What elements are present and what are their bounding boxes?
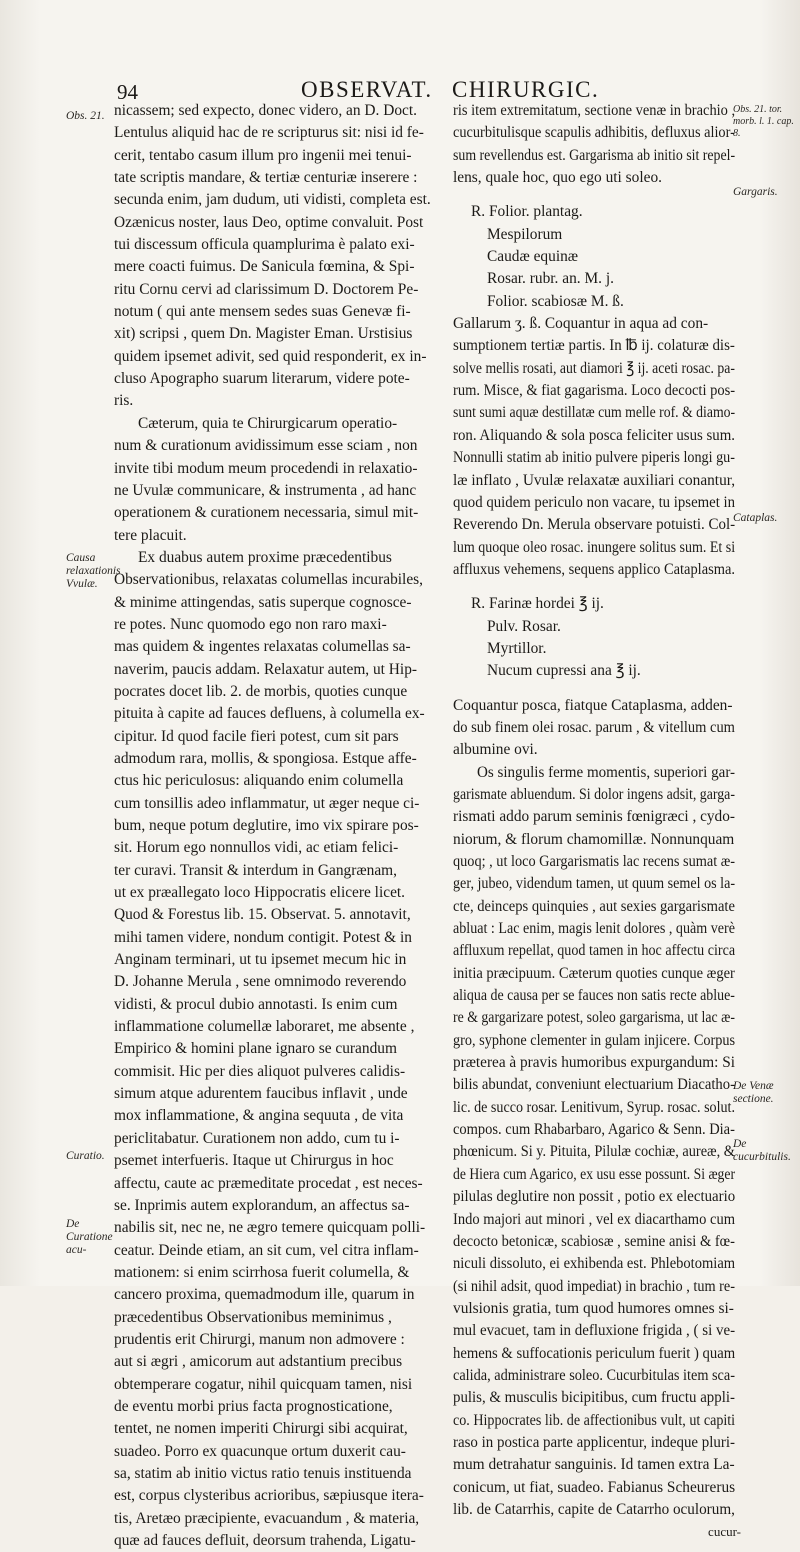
text-line: psemet interfueris. Itaque ut Chirurgus in hoc <box>114 1152 394 1170</box>
recipe-line: R. Folior. plantag. <box>471 203 583 221</box>
text-line: cucurbitulisque scapulis adhibitis, defluxus alior- <box>453 124 735 142</box>
text-line: bum, neque potum deglutire, imo vix spirare pos- <box>114 817 419 834</box>
margin-note-gargarism: Gargaris. <box>733 186 778 198</box>
text-line: præcedentibus Observationibus meminimus , <box>114 1308 392 1326</box>
text-line: de Hiera cum Agarico, ex usu esse possunt. Si æger <box>453 1165 736 1183</box>
text-line: Reverendo Dn. Merula observare potuisti. Col- <box>453 516 736 534</box>
margin-note-de-curatione: De Curatione acu- <box>66 1218 113 1256</box>
text-line: lum quoque oleo rosac. inungere solitus sum. Et si <box>453 538 736 556</box>
text-line: pulis, & musculis bicipitibus, cum fructu appli- <box>453 1389 735 1407</box>
recipe-line: Myrtillor. <box>487 639 547 657</box>
text-line: solve mellis rosati, aut diamori ℥ ij. aceti rosac. pa- <box>453 359 735 377</box>
text-line: admodum rara, mollis, & spongiosa. Estque affe- <box>114 749 417 767</box>
text-line: num & curationum avidissimum esse sciam , non <box>114 437 418 455</box>
text-line: sa, statim ab initio victus ratio tenuis instituenda <box>114 1464 412 1482</box>
text-line: tentet, ne nomen imperiti Chirurgi sibi acquirat, <box>114 1420 408 1438</box>
text-line: de eventu morbi prius facta prognosticatione, <box>114 1397 393 1415</box>
text-line: aut si ægri , amicorum aut adstantium precibus <box>114 1353 403 1371</box>
text-line: Coquantur posca, fiatque Cataplasma, adden- <box>453 696 733 714</box>
text-line: aliqua de causa per se fauces non satis recte ablue- <box>453 987 735 1005</box>
text-line: lens, quale hoc, quo ego uti soleo. <box>453 169 663 187</box>
text-line: phœnicum. Si y. Pituita, Pilulæ cochiæ, aureæ, & <box>453 1143 735 1161</box>
text-line: albumine ovi. <box>453 741 538 759</box>
text-line: cte, deinceps quinquies , aut sexies gargarismate <box>453 897 735 915</box>
text-line: mere coacti fuimus. De Sanicula fœmina, & Spi- <box>114 258 415 276</box>
text-line: Empirico & homini plane ignaro se curandum <box>114 1040 397 1058</box>
text-line: Os singulis ferme momentis, superiori gar- <box>477 763 736 781</box>
text-line: ger, jubeo, videndum tamen, ut quum semel os la- <box>453 875 736 893</box>
margin-note-causa-relaxationis: Causa relaxationis Vvulæ. <box>66 552 121 590</box>
text-line: suadeo. Porro ex quacunque ortum duxerit cau- <box>114 1442 406 1460</box>
text-line: mas quidem & ingentes relaxatas columellas sa- <box>114 638 411 656</box>
text-line: se. Inprimis autem explorandum, an affectus sa- <box>114 1196 410 1214</box>
page-number: 94 <box>117 80 138 104</box>
text-line: cerit, tentabo casum illum pro ingenii mei tenui- <box>114 146 412 164</box>
text-line: simum atque adurentem faucibus inflavit , unde <box>114 1085 408 1103</box>
text-line: bilis abundat, conveniunt electuarium Diacatho- <box>453 1076 735 1094</box>
text-line: Gallarum ʒ. ß. Coquantur in aqua ad con- <box>453 315 709 333</box>
text-line: ut ex præallegato loco Hippocratis elicere licet. <box>114 884 406 902</box>
text-line: nicassem; sed expecto, donec videro, an D. Doct. <box>114 102 418 119</box>
text-line: mihi tamen videre, nondum contigit. Potest & in <box>114 928 412 946</box>
text-line: cum tonsillis adeo inflammatur, ut æger neque ci- <box>114 794 420 812</box>
text-line: Ozænicus noster, laus Deo, optime convaluit. Post <box>114 213 424 231</box>
text-line: niorum, & florum chamomillæ. Nonnunquam <box>453 830 735 848</box>
text-line: notum ( qui ante mensem sedes suas Genevæ fi- <box>114 303 411 321</box>
text-line: mationem: si enim scirrhosa fuerit columella, & <box>114 1263 410 1281</box>
text-line: ceatur. Deinde etiam, an sit cum, vel citra inflam- <box>114 1241 419 1259</box>
text-line: tui discessum officula quamplurima è palato exi- <box>114 236 415 254</box>
text-line: quod quidem periculo non vacare, tu ipsemet in <box>453 493 736 511</box>
text-line: lic. de succo rosar. Lenitivum, Syrup. rosac. solut. <box>453 1098 735 1116</box>
text-line: quidem ipsemet adivit, sed quid responderit, ex in- <box>114 347 427 365</box>
text-line: ris item extremitatum, sectione venæ in brachio , <box>453 102 736 119</box>
text-line: operationem & curationem necessaria, simul mit- <box>114 504 419 522</box>
text-line: sunt sumi aquæ destillatæ cum melle rof. & diamo- <box>453 404 736 422</box>
margin-note-cataplasm: Cataplas. <box>733 512 778 524</box>
text-line: vidisti, & procul dubio annotasti. Is enim cum <box>114 995 398 1013</box>
text-line: D. Johanne Merula , sene omnimodo reverendo <box>114 973 407 991</box>
text-line: quæ ad fauces defluit, deorsum trahenda, Ligatu- <box>114 1532 416 1549</box>
text-line: quoq; , ut loco Gargarismatis lac recens sumat æ- <box>453 853 736 870</box>
text-line: conicum, ut fiat, suadeo. Fabianus Scheurerus <box>453 1478 736 1496</box>
recipe-line: Caudæ equinæ <box>487 248 579 266</box>
text-line: Lentulus aliquid hac de re scripturus sit: nisi id fe- <box>114 124 424 142</box>
running-title-left: OBSERVAT. <box>301 77 433 102</box>
margin-note-curatio: Curatio. <box>66 1150 105 1162</box>
text-line: periclitabatur. Curationem non addo, cum tu i- <box>114 1129 400 1147</box>
text-line: sit. Horum ego nonnullos vidi, ac etiam felici- <box>114 839 399 857</box>
text-line: affectu, caute ac præmeditate procedat , est neces- <box>114 1174 423 1192</box>
catchword: cucur- <box>708 1524 741 1540</box>
text-line: sum revellendus est. Gargarisma ab initio sit repel- <box>453 146 736 164</box>
text-line: læ inflato , Uvulæ relaxatæ auxiliari conantur, <box>453 471 736 489</box>
text-line: ter curavi. Transit & interdum in Gangrænam, <box>114 861 397 879</box>
text-line: pituita à capite ad fauces defluens, à columella ex- <box>114 705 425 723</box>
text-line: gro, syphone clementer in gulam injicere. Corpus <box>453 1031 736 1049</box>
text-line: pilulas deglutire non possit , potio ex electuario <box>453 1188 736 1206</box>
text-line: & minime attingendas, satis superque cognosce- <box>114 593 412 611</box>
left-text-column <box>114 100 444 1552</box>
text-line: (si nihil adsit, quod impediat) in brachio , tum re- <box>453 1277 736 1295</box>
text-line: cluso Apographo suarum literarum, videre pote- <box>114 370 410 388</box>
text-line: Observationibus, relaxatas columellas incurabiles, <box>114 571 424 589</box>
text-line: rismati addo parum seminis fœnigræci , cydo- <box>453 808 735 826</box>
right-text-column <box>453 100 743 1544</box>
text-line: decocto betonicæ, scabiosæ , semine anisi & fœ- <box>453 1232 735 1250</box>
text-line: compos. cum Rhabarbaro, Agarico & Senn. Dia- <box>453 1121 735 1139</box>
text-line: est, corpus clysteribus acrioribus, sæpiusque itera- <box>114 1487 424 1505</box>
text-line: ritu Cornu cervi ad clarissimum D. Doctorem Pe- <box>114 280 419 298</box>
text-line: Ex duabus autem proxime præcedentibus <box>138 548 392 566</box>
text-line: abluat : Lac enim, magis lenit dolores , quàm verè <box>453 920 735 938</box>
text-line: do sub finem olei rosac. parum , & vitellum cum <box>453 718 735 736</box>
margin-note-de-vena-sectione: De Venæ sectione. <box>733 1080 774 1105</box>
text-line: ne Uvulæ communicare, & instrumenta , ad hanc <box>114 481 417 499</box>
text-line: prudentis erit Chirurgi, manum non admovere : <box>114 1330 405 1348</box>
text-line: rum. Misce, & fiat gagarisma. Loco decocti pos- <box>453 382 736 400</box>
text-line: mox inflammatione, & angina sequuta , de vita <box>114 1107 404 1125</box>
running-title-right: CHIRURGIC. <box>452 77 600 102</box>
text-line: garismate abluendum. Si dolor ingens adsit, garga- <box>453 785 735 803</box>
text-line: cancero proxima, quemadmodum ille, quarum in <box>114 1286 415 1304</box>
text-line: ron. Aliquando & sola posca feliciter usus sum. <box>453 426 736 444</box>
text-line: nabilis sit, nec ne, ne ægro temere quicquam polli- <box>114 1219 426 1237</box>
text-line: xit) scripsi , quem Dn. Magister Eman. Urstisius <box>114 325 413 343</box>
recipe-line: Rosar. rubr. an. M. j. <box>487 270 614 288</box>
recipe-line: R. Farinæ hordei ℥ ij. <box>471 595 604 613</box>
text-line: tere placuit. <box>114 526 187 544</box>
text-line: lib. de Catarrhis, capite de Catarrho oculorum, <box>453 1500 735 1518</box>
text-line: sumptionem tertiæ partis. In ℔ ij. colaturæ dis- <box>453 337 735 355</box>
margin-note-obs-right: Obs. 21. tor. morb. l. 1. cap. 8. <box>733 104 794 139</box>
text-line: ris. <box>114 392 134 410</box>
text-line: pocrates docet lib. 2. de morbis, quoties cunque <box>114 682 408 700</box>
recipe-line: Mespilorum <box>487 225 563 243</box>
text-line: commisit. Hic per dies aliquot pulveres calidis- <box>114 1062 406 1080</box>
text-line: mul evacuet, tam in defluxione frigida , ( si ve- <box>453 1322 736 1340</box>
text-line: niculi dissoluto, ei exhibenda est. Phlebotomiam <box>453 1255 736 1273</box>
text-line: tate scriptis mandare, & tertiæ centuriæ inserere : <box>114 169 418 187</box>
text-line: inflammatione columellæ laboraret, me absente , <box>114 1018 415 1036</box>
text-line: obtemperare cogatur, nihil quicquam tamen, nisi <box>114 1375 413 1393</box>
text-line: secunda enim, jam dudum, uti vidisti, completa est. <box>114 191 431 209</box>
text-line: initia præcipuum. Cæterum quoties cunque æger <box>453 964 735 982</box>
text-line: vulsionis gratia, tum quod humores omnes si- <box>453 1299 734 1317</box>
text-line: affluxus vehemens, sequens applico Cataplasma. <box>453 560 735 578</box>
text-line: calida, administrare soleo. Cucurbitulas item sca- <box>453 1366 735 1384</box>
text-line: Cæterum, quia te Chirurgicarum operatio- <box>138 414 398 432</box>
recipe-line: Pulv. Rosar. <box>487 617 561 635</box>
text-line: invite tibi modum meum procedendi in relaxatio- <box>114 459 418 477</box>
text-line: Indo majori aut minori , vel ex diacarthamo cum <box>453 1210 736 1228</box>
text-line: mum detrahatur sanguinis. Id tamen extra La- <box>453 1456 735 1474</box>
text-line: re potes. Nunc quomodo ego non raro maxi- <box>114 615 387 633</box>
text-line: affluxum repellat, quod tamen in hoc affectu circa <box>453 942 736 960</box>
text-line: hemens & suffocationis periculum fuerit ) quam <box>453 1344 736 1362</box>
recipe-line: Nucum cupressi ana ℥ ij. <box>487 662 641 680</box>
text-line: præterea à pravis humoribus expurgandum: Si <box>453 1054 735 1072</box>
recipe-line: Folior. scabiosæ M. ß. <box>487 292 624 310</box>
text-line: raso in postica parte applicentur, indeque pluri- <box>453 1433 736 1451</box>
text-line: ctus hic periculosus: aliquando enim columella <box>114 772 404 790</box>
text-line: Nonnulli statim ab initio pulvere piperis longi gu- <box>453 449 735 467</box>
text-line: cipitur. Id quod facile fieri potest, cum sit pars <box>114 727 399 745</box>
text-line: Anginam terminari, ut tu ipsemet mecum hic in <box>114 951 407 969</box>
margin-note-obs-left: Obs. 21. <box>66 110 105 122</box>
text-line: Quod & Forestus lib. 15. Observat. 5. annotavit, <box>114 906 411 924</box>
margin-note-de-cucurbitulis: De cucurbitulis. <box>733 1138 791 1163</box>
text-line: naverim, paucis addam. Relaxatur autem, ut Hip- <box>114 660 418 678</box>
text-line: tis, Aretæo præcipiente, evacuandum , & materia, <box>114 1509 420 1527</box>
text-line: co. Hippocrates lib. de affectionibus vult, ut capiti <box>453 1411 736 1429</box>
text-line: re & gargarizare potest, soleo gargarisma, ut lac æ- <box>453 1009 735 1027</box>
